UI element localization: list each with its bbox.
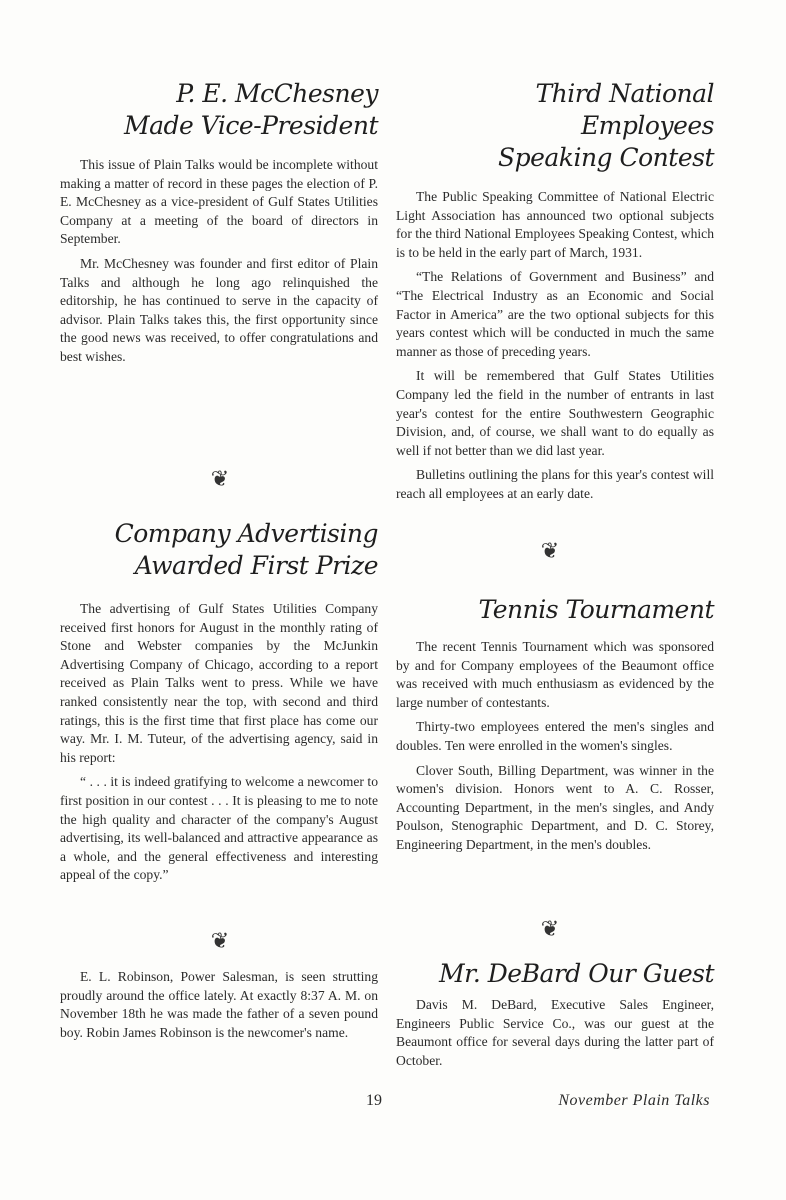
article-robinson xyxy=(60,968,378,1048)
article-title xyxy=(60,518,378,582)
publication-name: November Plain Talks xyxy=(558,1092,710,1109)
article-tennis xyxy=(396,594,714,861)
paragraph: “ . . . it is indeed gratifying to welcome a newcomer to first position in our contest . . . It is pleasing to me to note the high quality and character of the company's August advertising, its well-balanced and attractive appearance as a whole, and the general effectiveness and interesting appeal of the copy.” xyxy=(60,774,378,883)
paragraph: It will be remembered that Gulf States Utilities Company led the field in the number of entrants in last year's contest for the entire Southwestern Geographic Division, and, of course, we shall want to do equally as well if not better than we did last year. xyxy=(396,368,714,458)
page-number: 19 xyxy=(366,1092,382,1109)
article-mcchesney xyxy=(60,78,378,373)
paragraph: Bulletins outlining the plans for this year's contest will reach all employees at an early date. xyxy=(396,467,714,501)
paragraph: The advertising of Gulf States Utilities Company received first honors for August in the monthly rating of Stone and Webster companies by the McJunkin Advertising Company of Chicago, according to a report received as Plain Talks went to press. While we have ranked consistently near the top, with second and third ratings, this is the first time that first place has come our way. Mr. I. M. Tuteur, of the advertising agency, said in his report: xyxy=(60,601,378,765)
article-advertising xyxy=(60,518,378,891)
title-line: Third National Employees xyxy=(535,79,714,140)
paragraph: “The Relations of Government and Business” and “The Electrical Industry as an Economic and Social Factor in America” are the two optional subjects for this years contest which will be conducted in much the same manner as those of preceding years. xyxy=(396,269,714,359)
article-title: Mr. DeBard Our Guest xyxy=(439,959,714,988)
title-line: Speaking Contest xyxy=(497,143,714,172)
ornament-icon: ❦ xyxy=(540,916,560,941)
ornament-icon: ❦ xyxy=(540,538,560,563)
paragraph: Clover South, Billing Department, was winner in the women's division. Honors went to A. C. Rosser, Accounting Department, in the men's singles, and Andy Poulson, Stenographic Department, and D. C. Storey, Engineering Department, in the men's doubles. xyxy=(396,762,714,852)
ornament-icon: ❦ xyxy=(210,928,230,953)
title-line: P. E. McChesney xyxy=(176,79,378,108)
paragraph: E. L. Robinson, Power Salesman, is seen strutting proudly around the office lately. At exactly 8:37 A. M. on November 18th he was made the father of a seven pound boy. Robin James Robinson is the newcomer's name. xyxy=(60,969,378,1040)
article-speaking-contest xyxy=(396,78,714,510)
paragraph: This issue of Plain Talks would be incomplete without making a matter of record in these pages the election of P. E. McChesney as a vice-president of Gulf States Utilities Company at a meeting of the board of directors in September. xyxy=(60,157,378,247)
title-line: Awarded First Prize xyxy=(134,551,378,580)
paragraph: The recent Tennis Tournament which was sponsored by and for Company employees of the Beaumont office was received with much enthusiasm as evidenced by the large number of contestants. xyxy=(396,639,714,710)
paragraph: Mr. McChesney was founder and first editor of Plain Talks and although he long ago relinquished the editorship, he has continued to serve in the capacity of advisor. Plain Talks takes this, the first opportunity since the good news was received, to offer congratulations and best wishes. xyxy=(60,255,378,364)
title-line: Company Advertising xyxy=(114,519,378,548)
paragraph: The Public Speaking Committee of National Electric Light Association has announced two optional subjects for the third National Employees Speaking Contest, which is to be held in the early part of March, 1931. xyxy=(396,189,714,260)
ornament-icon: ❦ xyxy=(210,466,230,491)
paragraph: Thirty-two employees entered the men's singles and doubles. Ten were enrolled in the women's singles. xyxy=(396,719,714,753)
title-line: Made Vice-President xyxy=(124,111,378,140)
article-title xyxy=(60,78,378,142)
article-debard xyxy=(396,958,714,1076)
article-title: Tennis Tournament xyxy=(478,595,714,624)
paragraph: Davis M. DeBard, Executive Sales Engineer, Engineers Public Service Co., was our guest at the Beaumont office for several days during the latter part of October. xyxy=(396,997,714,1068)
article-title xyxy=(396,78,714,174)
